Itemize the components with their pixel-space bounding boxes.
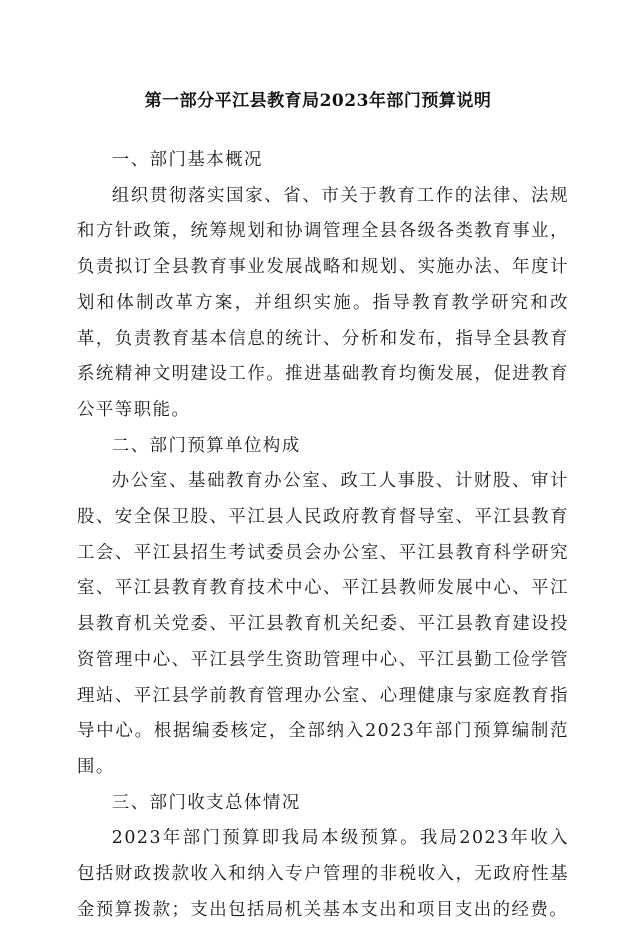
section-heading-1: 一、部门基本概况	[111, 150, 263, 170]
section-heading-3: 三、部门收支总体情况	[111, 792, 301, 813]
document-body	[77, 143, 569, 928]
section-paragraph-3: 2023年部门预算即我局本级预算。我局2023年收入包括财政拨款收入和纳入专户管理的非税收入，无政府性基金预算拨款；支出包括局机关基本支出和项目支出的经费。	[77, 828, 569, 920]
section-heading-2: 二、部门预算单位构成	[111, 435, 301, 456]
document-title: 第一部分平江县教育局2023年部门预算说明	[144, 91, 492, 111]
section-paragraph-2: 办公室、基础教育办公室、政工人事股、计财股、审计股、安全保卫股、平江县人民政府教育督导室、平江县教育工会、平江县招生考试委员会办公室、平江县教育科学研究室、平江县教育教育技术中心、平江县教师发展中心、平江县教育机关党委、平江县教育机关纪委、平江县教育建设投资管理中心、平江县学生资助管理中心、平江县勤工俭学管理站、平江县学前教育管理办公室、心理健康与家庭教育指导中心。根据编委核定，全部纳入2023年部门预算编制范围。	[77, 471, 569, 777]
section-paragraph-1: 组织贯彻落实国家、省、市关于教育工作的法律、法规和方针政策，统筹规划和协调管理全县各级各类教育事业，负责拟订全县教育事业发展战略和规划、实施办法、年度计划和体制改革方案，并组织实施。指导教育教学研究和改革，负责教育基本信息的统计、分析和发布，指导全县教育系统精神文明建设工作。推进基础教育均衡发展，促进教育公平等职能。	[77, 185, 569, 420]
